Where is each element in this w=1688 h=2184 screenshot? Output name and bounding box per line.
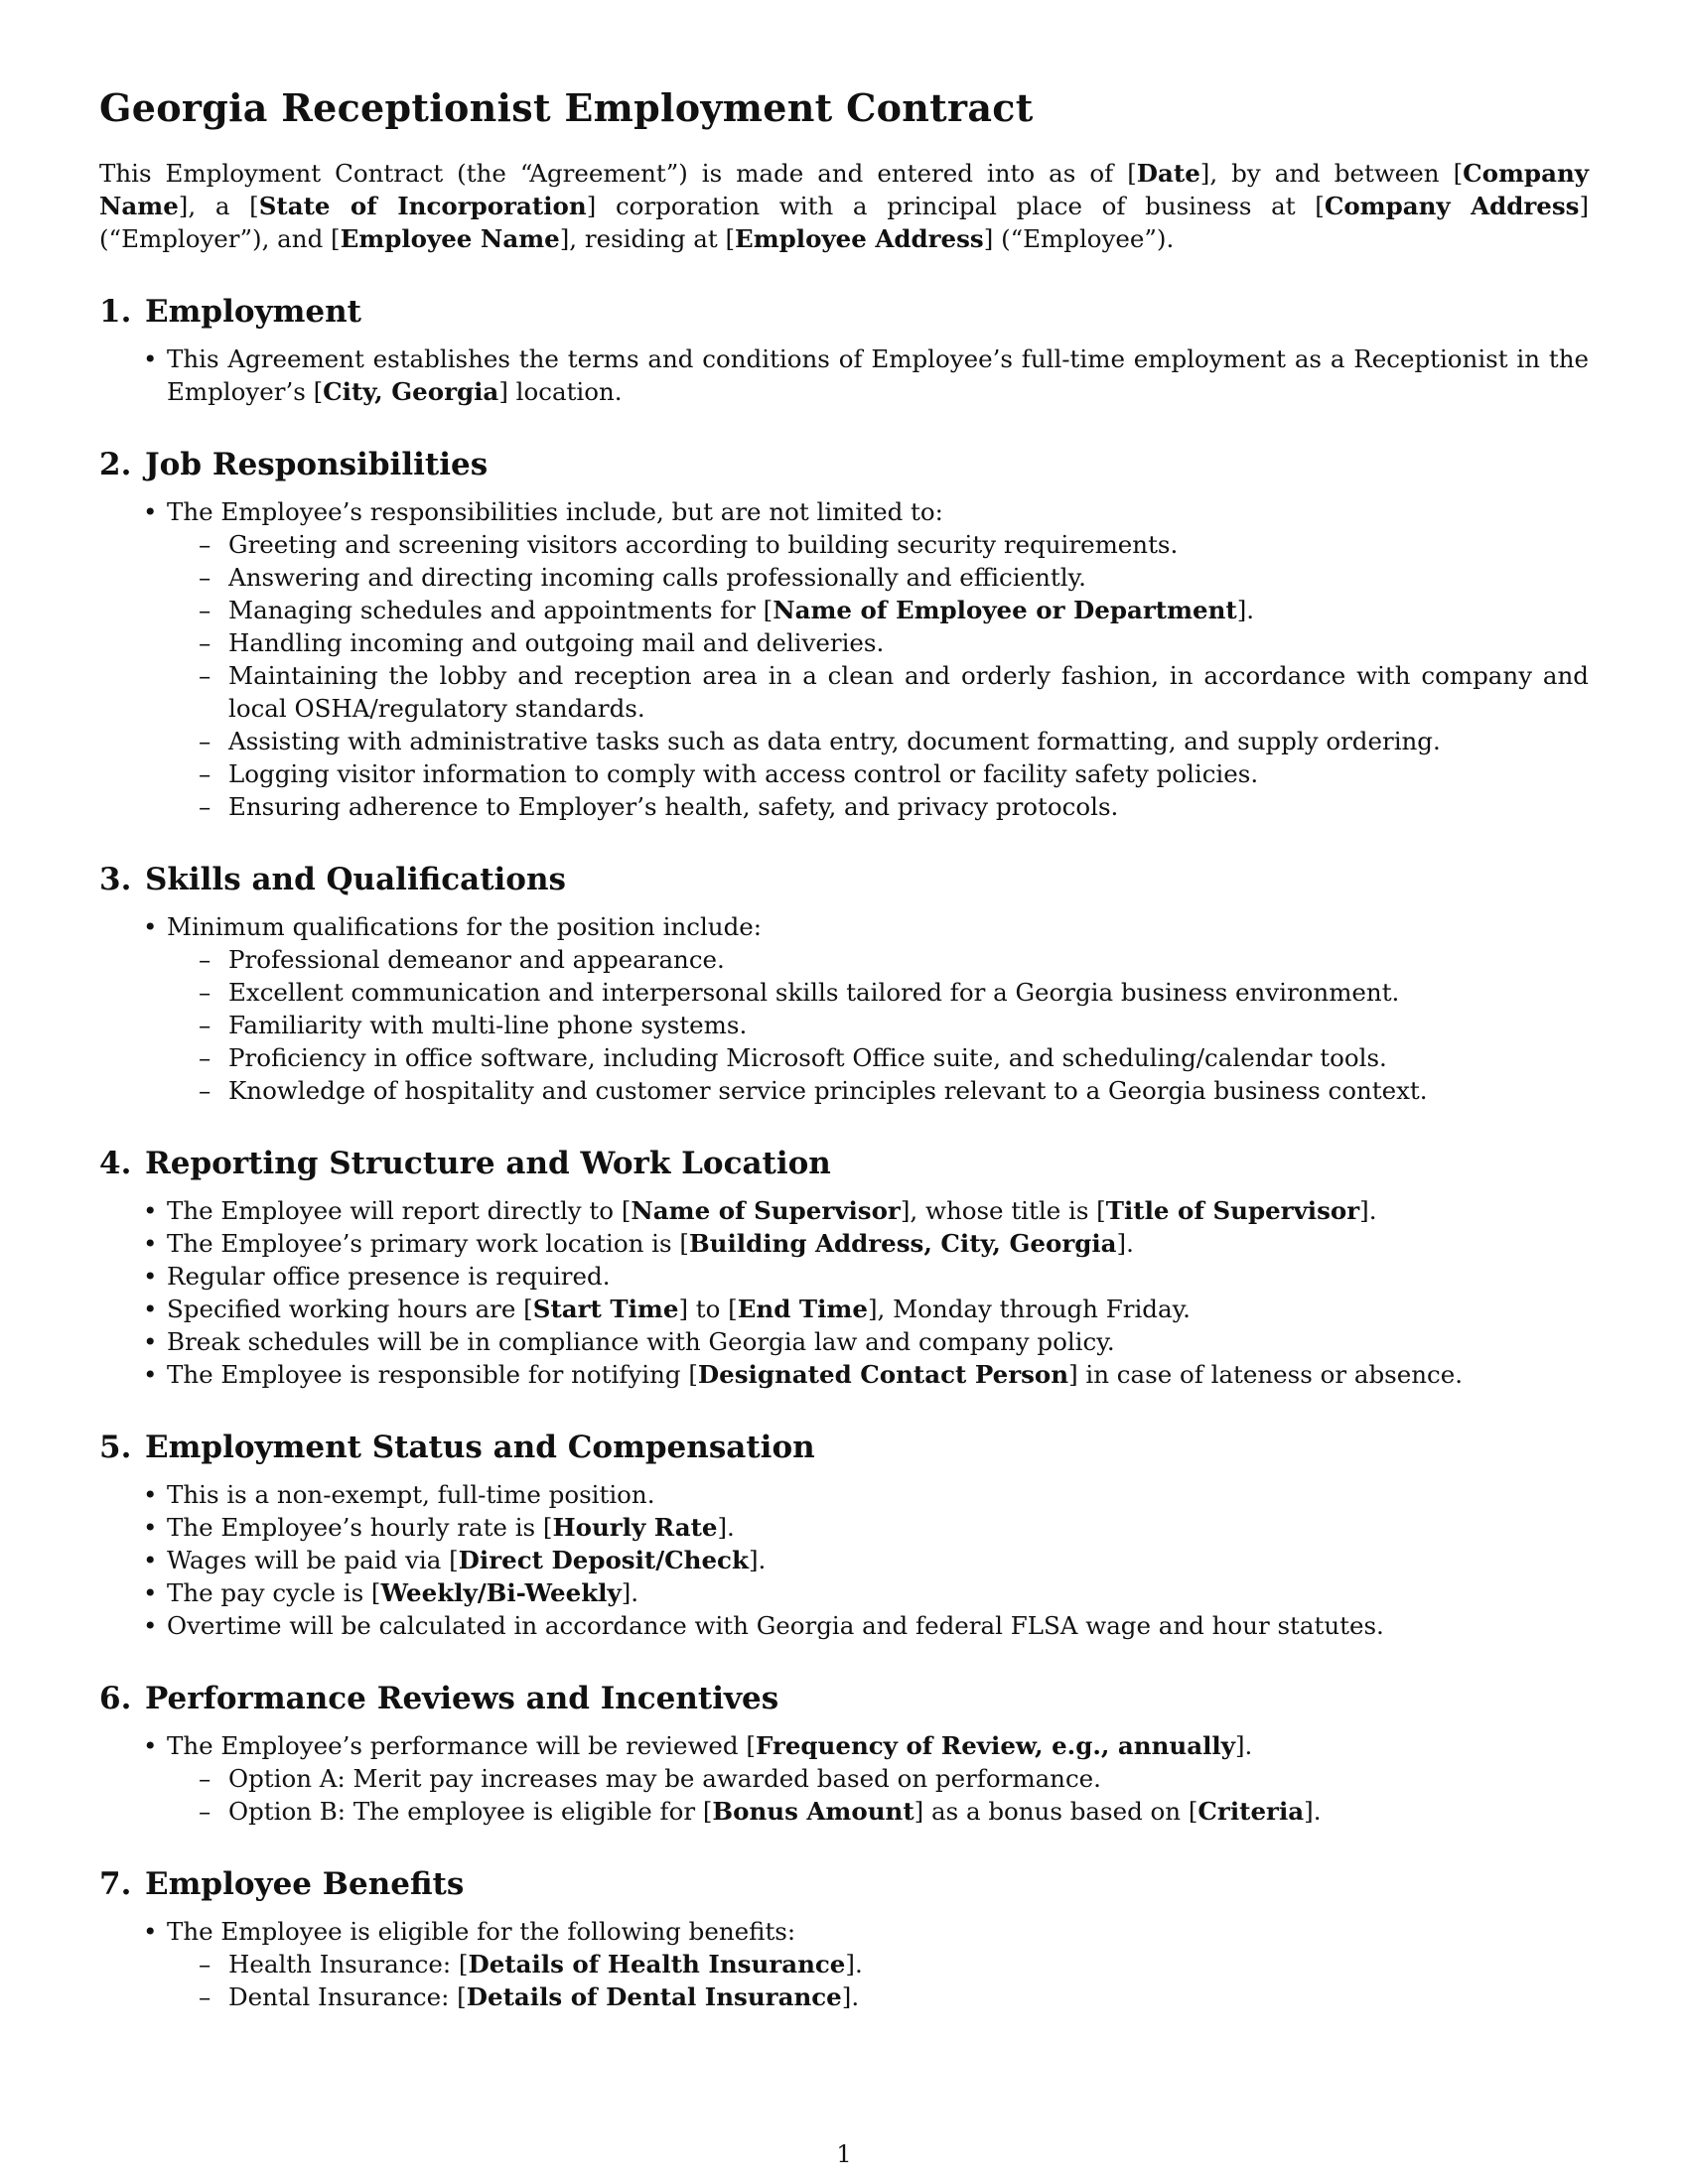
list-item <box>167 1358 1589 1391</box>
text-run: The Employee’s hourly rate is [ <box>167 1513 553 1542</box>
section <box>99 1145 1589 1391</box>
text-run: Professional demeanor and appearance. <box>228 945 725 974</box>
placeholder-field: Hourly Rate <box>552 1513 718 1542</box>
bullet-list <box>99 1729 1589 1828</box>
section-heading <box>99 1680 1589 1717</box>
placeholder-field: Weekly/Bi-Weekly <box>380 1578 622 1607</box>
document-page <box>99 85 1589 2013</box>
sub-list-item <box>228 1948 1589 1980</box>
text-run: ]. <box>748 1546 767 1574</box>
placeholder-field: Designated Contact Person <box>697 1360 1069 1389</box>
placeholder-field: Details of Health Insurance <box>468 1950 846 1979</box>
section-heading <box>99 446 1589 483</box>
section-heading <box>99 1145 1589 1182</box>
text-run: The Employee is responsible for notifying [ <box>167 1360 698 1389</box>
section <box>99 446 1589 823</box>
placeholder-field: Company Name <box>99 159 1589 220</box>
section-title: Skills and Qualifications <box>145 862 566 897</box>
sub-list-item <box>228 1762 1589 1795</box>
sub-list <box>167 943 1589 1107</box>
section-title: Employment <box>145 294 361 330</box>
text-run: The Employee is eligible for the following benefits: <box>167 1917 796 1946</box>
placeholder-field: Date <box>1136 159 1200 188</box>
text-run: This Employment Contract (the “Agreement”) is made and entered into as of [ <box>99 159 1137 188</box>
list-item <box>167 1478 1589 1511</box>
placeholder-field: Direct Deposit/Check <box>458 1546 749 1574</box>
text-run: ], Monday through Friday. <box>867 1295 1191 1323</box>
section <box>99 1429 1589 1642</box>
text-run: ]. <box>1359 1196 1377 1225</box>
list-item <box>167 495 1589 823</box>
sub-list-item <box>228 757 1589 790</box>
placeholder-field: Name of Supervisor <box>631 1196 901 1225</box>
placeholder-field: Frequency of Review, e.g., annually <box>755 1731 1235 1760</box>
section-number: 4. <box>99 1146 132 1181</box>
text-run: Knowledge of hospitality and customer service principles relevant to a Georgia business context. <box>228 1076 1428 1105</box>
section-heading <box>99 861 1589 898</box>
section-heading <box>99 1865 1589 1903</box>
sub-list <box>167 528 1589 823</box>
sub-list-item <box>228 659 1589 725</box>
section-title: Employment Status and Compensation <box>145 1430 815 1465</box>
list-item <box>167 1544 1589 1576</box>
placeholder-field: Title of Supervisor <box>1105 1196 1360 1225</box>
text-run: Greeting and screening visitors according to building security requirements. <box>228 530 1179 559</box>
list-item <box>167 1915 1589 2013</box>
section-title: Employee Benefits <box>145 1866 465 1902</box>
section-number: 3. <box>99 862 132 897</box>
text-run: Specified working hours are [ <box>167 1295 533 1323</box>
sub-list-item <box>228 943 1589 976</box>
section-number: 5. <box>99 1430 132 1465</box>
text-run: ] location. <box>498 377 623 406</box>
text-run: Maintaining the lobby and reception area in a clean and orderly fashion, in accordance with company and local OSHA/regulatory standards. <box>228 661 1589 723</box>
text-run: ] corporation with a principal place of business at [ <box>586 192 1325 220</box>
sub-list-item <box>228 790 1589 823</box>
text-run: Assisting with administrative tasks such as data entry, document formatting, and supply ordering. <box>228 727 1441 755</box>
text-run: ], by and between [ <box>1199 159 1464 188</box>
text-run: Minimum qualifications for the position include: <box>167 912 763 941</box>
text-run: ]. <box>845 1950 863 1979</box>
page-title: Georgia Receptionist Employment Contract <box>99 85 1034 130</box>
sub-list-item <box>228 1074 1589 1107</box>
text-run: ], whose title is [ <box>900 1196 1106 1225</box>
text-run: ]. <box>1304 1797 1322 1826</box>
placeholder-field: Criteria <box>1197 1797 1305 1826</box>
bullet-list <box>99 910 1589 1107</box>
text-run: The Employee’s performance will be reviewed [ <box>167 1731 756 1760</box>
section-title: Job Responsibilities <box>145 447 489 482</box>
text-run: ], a [ <box>178 192 259 220</box>
placeholder-field: End Time <box>737 1295 868 1323</box>
text-run: ]. <box>1116 1229 1134 1258</box>
text-run: The Employee’s responsibilities include, but are not limited to: <box>167 497 943 526</box>
sub-list-item <box>228 1041 1589 1074</box>
text-run: The Employee will report directly to [ <box>167 1196 632 1225</box>
sub-list-item <box>228 528 1589 561</box>
text-run: ] as a bonus based on [ <box>914 1797 1198 1826</box>
placeholder-field: Name of Employee or Department <box>773 596 1237 624</box>
list-item <box>167 1511 1589 1544</box>
text-run: Dental Insurance: [ <box>228 1982 467 2011</box>
sections-container <box>99 293 1589 2013</box>
placeholder-field: Employee Address <box>735 224 984 253</box>
section-number: 6. <box>99 1681 132 1716</box>
text-run: Managing schedules and appointments for [ <box>228 596 774 624</box>
list-item <box>167 1260 1589 1293</box>
sub-list-item <box>228 626 1589 659</box>
sub-list <box>167 1762 1589 1828</box>
section-number: 1. <box>99 294 132 330</box>
text-run: Option B: The employee is eligible for [ <box>228 1797 713 1826</box>
placeholder-field: Details of Dental Insurance <box>466 1982 842 2011</box>
text-run: Health Insurance: [ <box>228 1950 469 1979</box>
section <box>99 293 1589 408</box>
list-item <box>167 1194 1589 1227</box>
placeholder-field: City, Georgia <box>323 377 499 406</box>
list-item <box>167 1293 1589 1325</box>
text-run: Excellent communication and interpersonal skills tailored for a Georgia business environment. <box>228 978 1400 1007</box>
text-run: The Employee’s primary work location is [ <box>167 1229 689 1258</box>
list-item <box>167 1576 1589 1609</box>
text-run: ] to [ <box>678 1295 738 1323</box>
text-run: Handling incoming and outgoing mail and deliveries. <box>228 628 885 657</box>
text-run: ]. <box>1236 596 1255 624</box>
bullet-list <box>99 495 1589 823</box>
text-run: Logging visitor information to comply with access control or facility safety policies. <box>228 759 1259 788</box>
text-run: This Agreement establishes the terms and conditions of Employee’s full-time employment as a Receptionist in the Employer’s [ <box>167 344 1589 406</box>
text-run: Answering and directing incoming calls professionally and efficiently. <box>228 563 1086 592</box>
text-run: ]. <box>621 1578 639 1607</box>
intro-paragraph <box>99 157 1589 255</box>
list-item <box>167 1325 1589 1358</box>
sub-list-item <box>228 1980 1589 2013</box>
text-run: ] (“Employee”). <box>983 224 1175 253</box>
section-title: Performance Reviews and Incentives <box>145 1681 779 1716</box>
sub-list-item <box>228 725 1589 757</box>
placeholder-field: Company Address <box>1324 192 1580 220</box>
bullet-list <box>99 1478 1589 1642</box>
text-run: This is a non-exempt, full-time position. <box>167 1480 655 1509</box>
text-run: Regular office presence is required. <box>167 1262 611 1291</box>
section-title: Reporting Structure and Work Location <box>145 1146 831 1181</box>
text-run: Option A: Merit pay increases may be awarded based on performance. <box>228 1764 1101 1793</box>
text-run: ] (“Employer”), and [ <box>99 192 1590 253</box>
section-heading <box>99 293 1589 331</box>
sub-list-item <box>228 1795 1589 1828</box>
placeholder-field: Building Address, City, Georgia <box>688 1229 1117 1258</box>
list-item <box>167 1227 1589 1260</box>
text-run: ], residing at [ <box>559 224 736 253</box>
placeholder-field: State of Incorporation <box>258 192 587 220</box>
text-run: Break schedules will be in compliance with Georgia law and company policy. <box>167 1327 1115 1356</box>
placeholder-field: Start Time <box>532 1295 679 1323</box>
text-run: The pay cycle is [ <box>167 1578 381 1607</box>
sub-list-item <box>228 976 1589 1009</box>
section <box>99 1680 1589 1828</box>
text-run: ]. <box>841 1982 860 2011</box>
section-heading <box>99 1429 1589 1466</box>
text-run: Overtime will be calculated in accordance with Georgia and federal FLSA wage and hour statutes. <box>167 1611 1384 1640</box>
sub-list-item <box>228 561 1589 594</box>
bullet-list <box>99 342 1589 408</box>
placeholder-field: Employee Name <box>340 224 560 253</box>
list-item <box>167 1609 1589 1642</box>
section-number: 2. <box>99 447 132 482</box>
list-item <box>167 1729 1589 1828</box>
text-run: ] in case of lateness or absence. <box>1068 1360 1464 1389</box>
text-run: ]. <box>717 1513 735 1542</box>
section-number: 7. <box>99 1866 132 1902</box>
section <box>99 861 1589 1107</box>
list-item <box>167 910 1589 1107</box>
text-run: Wages will be paid via [ <box>167 1546 459 1574</box>
section <box>99 1865 1589 2013</box>
bullet-list <box>99 1915 1589 2013</box>
sub-list <box>167 1948 1589 2013</box>
sub-list-item <box>228 1009 1589 1041</box>
placeholder-field: Bonus Amount <box>712 1797 914 1826</box>
text-run: Proficiency in office software, including Microsoft Office suite, and scheduling/calendar tools. <box>228 1043 1387 1072</box>
text-run: Ensuring adherence to Employer’s health, safety, and privacy protocols. <box>228 792 1119 821</box>
bullet-list <box>99 1194 1589 1391</box>
sub-list-item <box>228 594 1589 626</box>
text-run: Familiarity with multi-line phone systems. <box>228 1011 748 1039</box>
text-run: ]. <box>1234 1731 1253 1760</box>
page-number: 1 <box>836 2140 852 2168</box>
list-item <box>167 342 1589 408</box>
